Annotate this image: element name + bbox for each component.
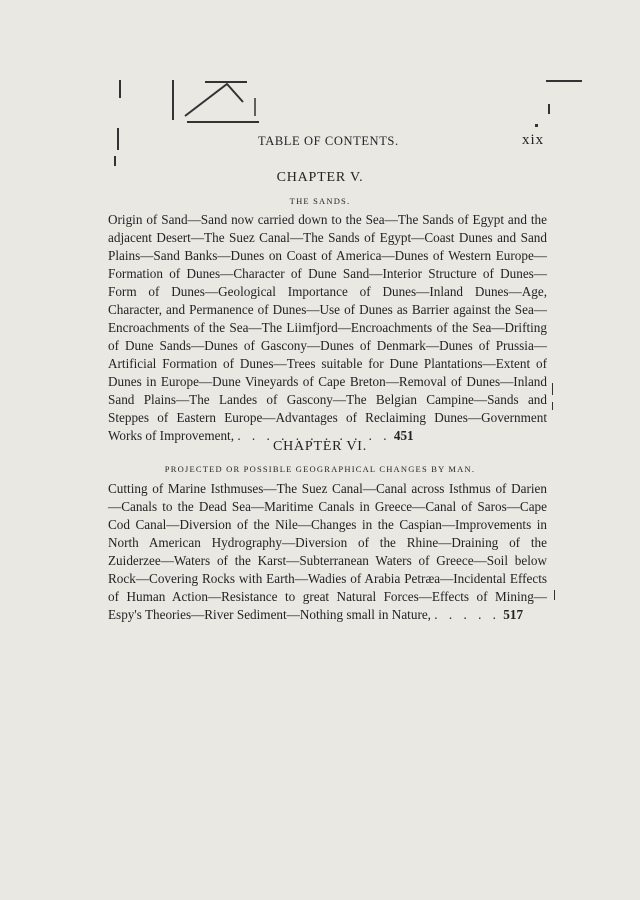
- margin-mark: [548, 104, 550, 114]
- page-folio: xix: [522, 132, 545, 148]
- chapter-heading: CHAPTER V.: [276, 170, 364, 185]
- margin-mark: [535, 124, 538, 127]
- running-head-title: TABLE OF CONTENTS.: [258, 134, 399, 148]
- page-reference: 517: [503, 607, 524, 622]
- chapter-subtitle: PROJECTED OR POSSIBLE GEOGRAPHICAL CHANGES BY MAN.: [164, 464, 476, 474]
- chapter-heading: CHAPTER VI.: [272, 439, 368, 454]
- stamp-mark-icon: [165, 76, 265, 128]
- chapter-contents: [108, 211, 547, 445]
- margin-mark: [114, 156, 116, 166]
- dot-leader: . . . . .: [434, 607, 500, 622]
- margin-mark: [552, 402, 553, 410]
- contents-text: Cutting of Marine Isthmuses—The Suez Canal—Canal across Isthmus of Darien—Canals to the Dead Sea—Maritime Canals in Greece—Canal of Saros—Cape Cod Canal—Diversion of the Nile—Changes in the Caspian—Improvements in North American Hydrography—Diversion of the Rhine—Draining of the Zuiderzee—Waters of the Karst—Subterranean Waters of Greece—Soil below Rock—Covering Rocks with Earth—Wadies of Arabia Petræa—Incidental Effects of Human Action—Resistance to great Natural Forces—Effects of Mining—Espy's Theories—River Sediment—Nothing small in Nature,: [108, 481, 547, 622]
- margin-mark: [552, 383, 553, 395]
- chapter-contents: [108, 480, 547, 624]
- running-head: [0, 134, 640, 154]
- chapter-subtitle: THE SANDS.: [289, 196, 351, 206]
- margin-mark: [546, 80, 582, 82]
- dot-leader: . . . . . . . . . . .: [237, 428, 391, 443]
- contents-text: Origin of Sand—Sand now carried down to the Sea—The Sands of Egypt and the adjacent Desert—The Suez Canal—The Sands of Egypt—Coast Dunes and Sand Plains—Sand Banks—Dunes on Coast of America—Dunes of Western Europe—Formation of Dunes—Character of Dune Sand—Interior Structure of Dunes—Form of Dunes—Geological Importance of Dunes—Inland Dunes—Age, Character, and Permanence of Dunes—Use of Dunes as Barrier against the Sea—Encroachments of the Sea—The Liimfjord—Encroachments of the Sea—Drifting of Dune Sands—Dunes of Gascony—Dunes of Denmark—Dunes of Prussia—Artificial Formation of Dunes—Trees suitable for Dune Plantations—Extent of Dunes in Europe—Dune Vineyards of Cape Breton—Removal of Dunes—Inland Sand Plains—The Landes of Gascony—The Belgian Campine—Sands and Steppes of Eastern Europe—Advantages of Reclaiming Dunes—Government Works of Improvement,: [108, 212, 547, 443]
- page-reference: 451: [393, 428, 414, 443]
- margin-mark: [119, 80, 121, 98]
- margin-mark: [554, 590, 555, 600]
